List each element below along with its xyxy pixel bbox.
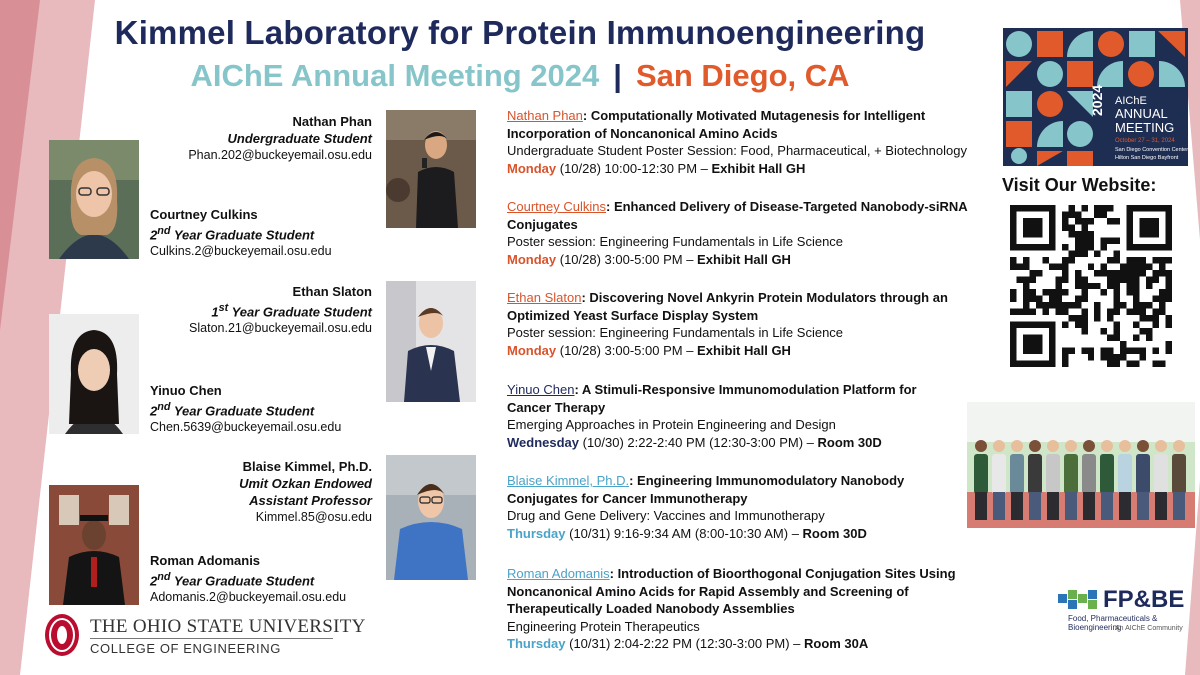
photo-roman-adomanis xyxy=(49,485,139,605)
person-role-line1: Umit Ozkan Endowed xyxy=(239,476,372,491)
meeting-location: San Diego, CA xyxy=(635,58,850,93)
talk-session: Poster session: Engineering Fundamentals in Life Science xyxy=(507,234,844,249)
osu-university-name: THE OHIO STATE UNIVERSITY xyxy=(90,616,366,637)
talk-room: Exhibit Hall GH xyxy=(697,251,791,267)
talk-nathan-phan xyxy=(507,107,1002,177)
person-blaise-kimmel xyxy=(150,458,372,526)
talk-room: Room 30D xyxy=(817,434,882,450)
talk-day: Monday xyxy=(507,160,557,176)
talk-presenter[interactable]: Yinuo Chen xyxy=(507,382,575,397)
talk-title: : Computationally Motivated Mutagenesis for Intelligent Incorporation of Noncanonical Amino Acids xyxy=(507,108,926,141)
person-yinuo-chen xyxy=(150,382,372,436)
website-qr-code[interactable] xyxy=(1010,205,1172,367)
talk-ethan-slaton xyxy=(507,289,1002,359)
osu-logo-letter: O xyxy=(44,613,45,614)
logo-venue2: Hilton San Diego Bayfront xyxy=(1115,155,1179,161)
talk-day: Thursday xyxy=(507,636,566,651)
talk-time: (10/31) 2:04-2:22 PM (12:30-3:00 PM) – xyxy=(565,636,804,651)
talk-time: (10/28) 3:00-5:00 PM – xyxy=(556,342,698,358)
photo-ethan-slaton xyxy=(386,281,476,402)
person-name: Courtney Culkins xyxy=(150,207,258,222)
person-nathan-phan xyxy=(150,113,372,164)
talk-day: Monday xyxy=(507,342,557,358)
logo-line2: MEETING xyxy=(1115,120,1175,135)
talk-title: : Enhanced Delivery of Disease-Targeted Nanobody-siRNA Conjugates xyxy=(507,199,968,232)
person-name: Nathan Phan xyxy=(292,114,372,129)
talk-title: : A Stimuli-Responsive Immunomodulation Platform for Cancer Therapy xyxy=(507,382,917,415)
person-role: 2nd Year Graduate Student xyxy=(150,401,315,419)
talk-roman-adomanis xyxy=(507,565,1002,653)
talk-presenter[interactable]: Nathan Phan xyxy=(507,108,583,123)
photo-courtney-culkins xyxy=(49,140,139,259)
talk-session: Emerging Approaches in Protein Engineering and Design xyxy=(507,417,836,432)
osu-block-o-logo xyxy=(44,613,80,657)
talk-room: Exhibit Hall GH xyxy=(711,160,806,176)
logo-line1: ANNUAL xyxy=(1115,106,1168,121)
talk-session: Engineering Protein Therapeutics xyxy=(507,618,700,634)
logo-brand: AIChE xyxy=(1115,95,1147,107)
person-email[interactable]: Slaton.21@buckeyemail.osu.edu xyxy=(189,321,372,336)
logo-venue1: San Diego Convention Center xyxy=(1115,147,1188,153)
osu-college-name: COLLEGE OF ENGINEERING xyxy=(90,641,281,656)
aiche-meeting-logo xyxy=(1003,28,1188,166)
talk-presenter[interactable]: Roman Adomanis xyxy=(507,566,610,581)
talk-title: : Discovering Novel Ankyrin Protein Modulators through an Optimized Yeast Surface Display System xyxy=(507,290,948,323)
talk-presenter[interactable]: Ethan Slaton xyxy=(507,290,582,305)
person-email[interactable]: Adomanis.2@buckeyemail.osu.edu xyxy=(150,590,347,605)
person-roman-adomanis xyxy=(150,552,372,606)
person-role: 2nd Year Graduate Student xyxy=(150,571,315,589)
page-subtitle xyxy=(0,58,1040,94)
talk-title: : Engineering Immunomodulatory Nanobody Conjugates for Cancer Immunotherapy xyxy=(507,473,905,506)
talk-session: Poster session: Engineering Fundamentals in Life Science xyxy=(507,325,844,340)
talk-room: Room 30A xyxy=(803,636,869,651)
logo-dates: October 27 – 31, 2024 xyxy=(1115,138,1175,144)
visit-website-label: Visit Our Website: xyxy=(1002,175,1157,195)
person-email[interactable]: Chen.5639@buckeyemail.osu.edu xyxy=(150,420,342,435)
fpbe-subtitle: Food, Pharmaceuticals & Bioengineering xyxy=(1068,614,1158,632)
meeting-name: AIChE Annual Meeting 2024 xyxy=(190,58,600,93)
talk-day: Monday xyxy=(507,251,557,267)
person-ethan-slaton xyxy=(150,283,372,337)
talk-room: Room 30D xyxy=(802,525,867,541)
person-name: Blaise Kimmel, Ph.D. xyxy=(242,459,372,474)
person-courtney-culkins xyxy=(150,206,372,260)
fpbe-icon xyxy=(1058,588,1100,614)
person-role: 2nd Year Graduate Student xyxy=(150,225,315,243)
talk-presenter[interactable]: Courtney Culkins xyxy=(507,199,606,214)
person-role: Undergraduate Student xyxy=(227,131,372,146)
talk-title: : Introduction of Bioorthogonal Conjugation Sites Using Noncanonical Amino Acids for Rapid Assembly and Screening of Therapeutically Loaded Nanobody Assemblies xyxy=(507,566,956,616)
talk-day: Thursday xyxy=(507,525,566,541)
talk-day: Wednesday xyxy=(507,434,580,450)
person-role: 1st Year Graduate Student xyxy=(211,302,372,320)
photo-nathan-phan xyxy=(386,110,476,228)
talk-presenter[interactable]: Blaise Kimmel, Ph.D. xyxy=(507,473,630,488)
talk-blaise-kimmel xyxy=(507,472,947,542)
fpbe-logo-text: FP&BE xyxy=(1103,586,1185,613)
person-email[interactable]: Kimmel.85@osu.edu xyxy=(255,510,372,524)
photo-blaise-kimmel xyxy=(386,455,476,580)
person-email[interactable]: Culkins.2@buckeyemail.osu.edu xyxy=(150,244,332,259)
logo-year: 2024 xyxy=(1089,84,1105,116)
person-name: Roman Adomanis xyxy=(150,553,261,568)
person-name: Ethan Slaton xyxy=(292,284,372,299)
talk-courtney-culkins xyxy=(507,198,1002,268)
person-role-line2: Assistant Professor xyxy=(249,493,372,508)
fpbe-community: An AIChE Community xyxy=(1115,625,1183,632)
talk-time: (10/28) 3:00-5:00 PM – xyxy=(556,251,698,267)
title-separator: | xyxy=(613,58,622,93)
page-title: Kimmel Laboratory for Protein Immunoengineering xyxy=(114,14,926,51)
person-name: Yinuo Chen xyxy=(150,383,222,398)
group-photo xyxy=(967,402,1195,528)
person-email[interactable]: Phan.202@buckeyemail.osu.edu xyxy=(188,148,372,162)
talk-time: (10/31) 9:16-9:34 AM (8:00-10:30 AM) – xyxy=(565,525,803,541)
photo-yinuo-chen xyxy=(49,314,139,434)
talk-time: (10/28) 10:00-12:30 PM – xyxy=(556,160,712,176)
talk-room: Exhibit Hall GH xyxy=(697,342,791,358)
osu-divider xyxy=(90,638,333,639)
talk-session: Drug and Gene Delivery: Vaccines and Immunotherapy xyxy=(507,508,825,523)
talk-time: (10/30) 2:22-2:40 PM (12:30-3:00 PM) – xyxy=(579,434,818,450)
talk-yinuo-chen xyxy=(507,381,947,451)
talk-session: Undergraduate Student Poster Session: Food, Pharmaceutical, + Biotechnology xyxy=(507,143,967,158)
